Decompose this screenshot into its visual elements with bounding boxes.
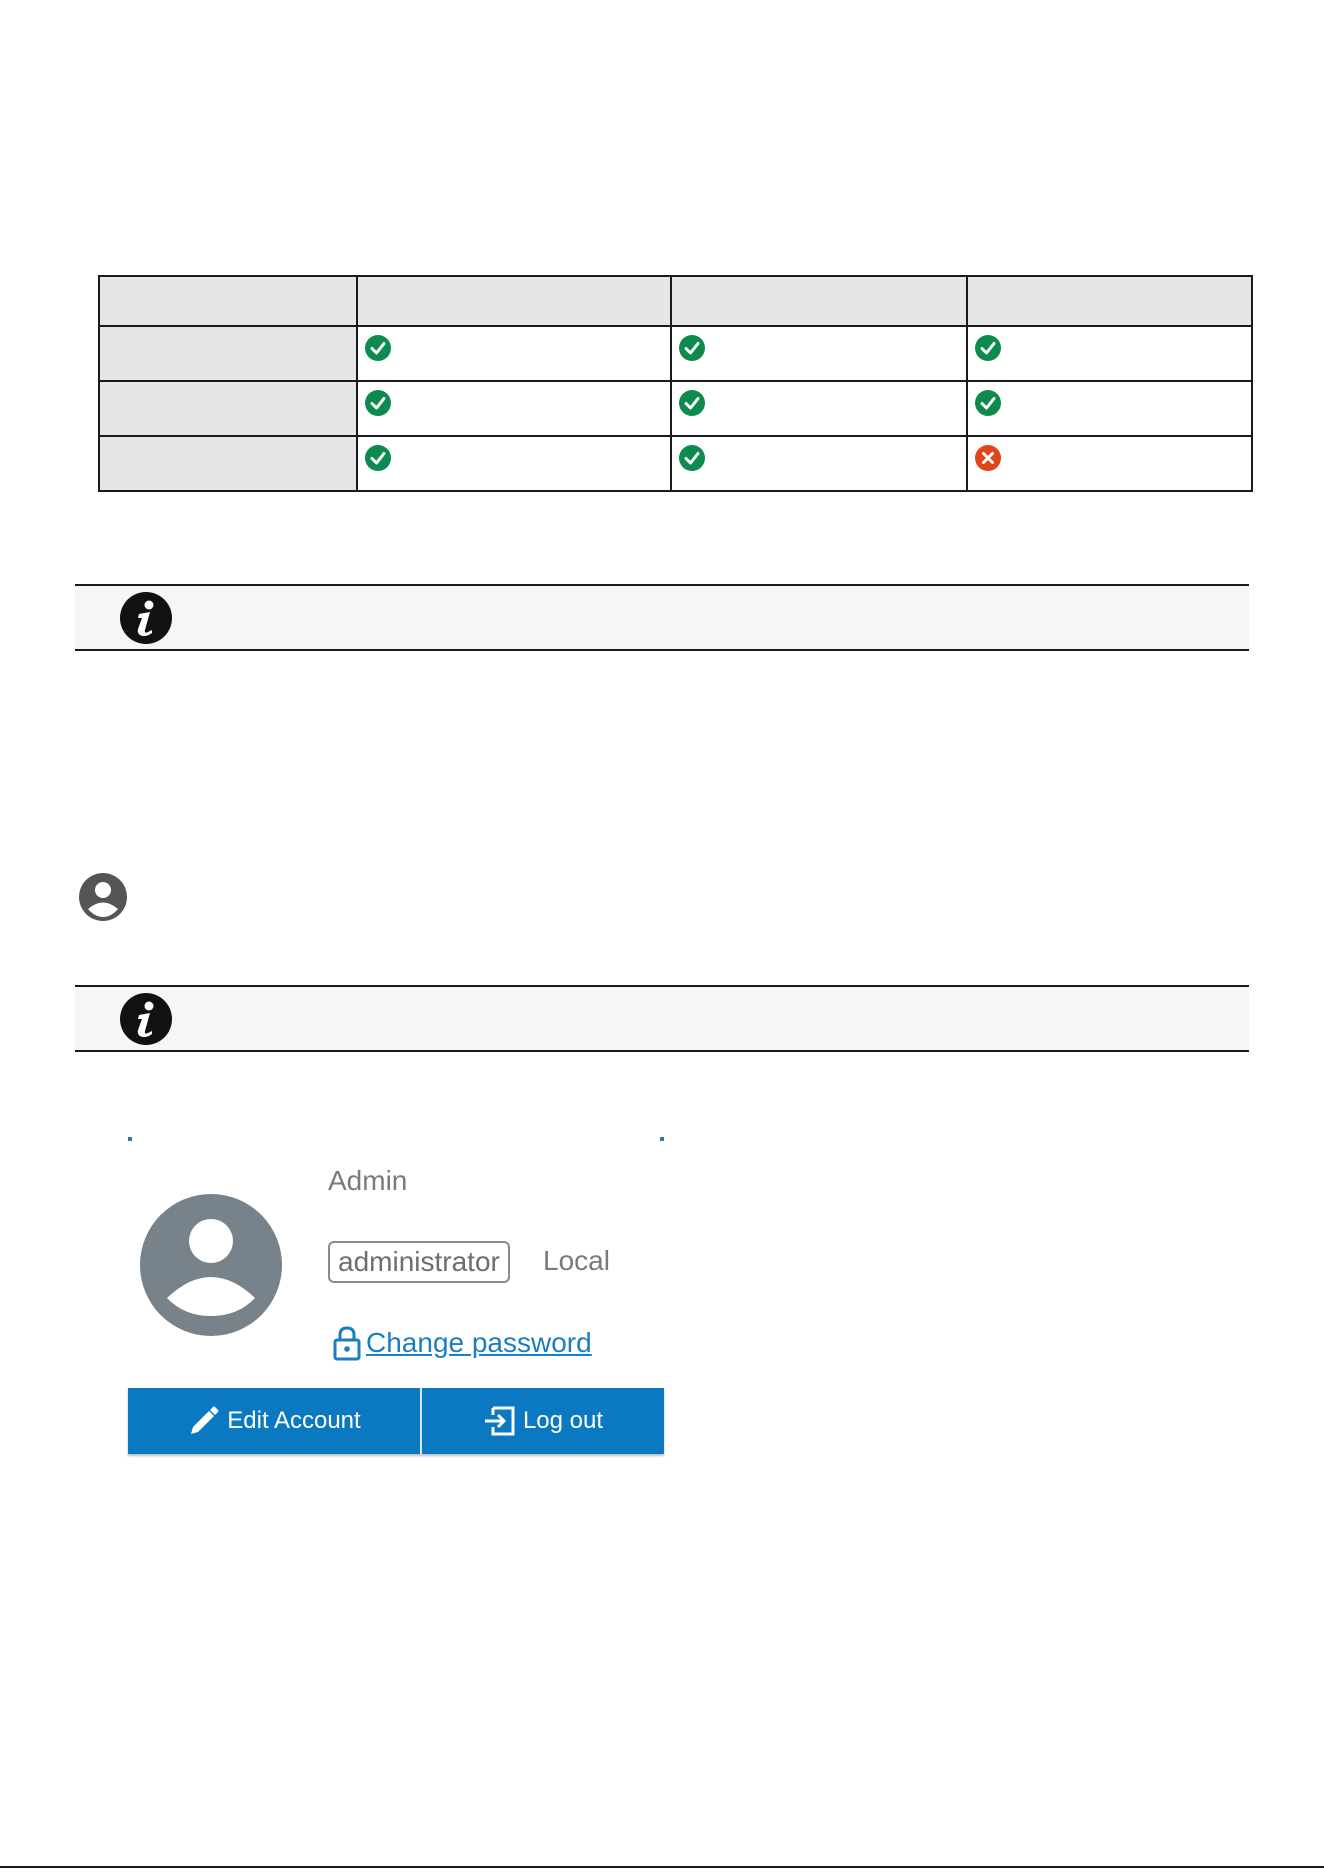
check-circle-icon — [364, 389, 392, 417]
account-actions — [128, 1388, 664, 1454]
check-circle-icon — [974, 389, 1002, 417]
logout-button[interactable] — [422, 1388, 664, 1454]
table-cell — [671, 436, 967, 491]
info-icon — [119, 992, 173, 1046]
check-circle-icon — [364, 444, 392, 472]
role-badge: administrator — [328, 1241, 510, 1283]
corner-mark — [660, 1137, 664, 1141]
change-password-link[interactable] — [332, 1325, 592, 1361]
user-name: Admin — [328, 1165, 408, 1196]
table-cell — [967, 436, 1252, 491]
check-circle-icon — [678, 444, 706, 472]
pencil-icon — [187, 1404, 221, 1438]
table-row — [99, 436, 1252, 491]
check-circle-icon — [678, 334, 706, 362]
table-row — [99, 381, 1252, 436]
permissions-table — [98, 275, 1253, 492]
corner-mark — [128, 1137, 132, 1141]
table-row-label — [99, 381, 357, 436]
logout-icon — [483, 1404, 517, 1438]
edit-account-label: Edit Account — [227, 1407, 361, 1434]
change-password-label: Change password — [366, 1327, 592, 1358]
table-cell — [357, 326, 671, 381]
account-location: Local — [543, 1245, 610, 1276]
table-header-row — [99, 276, 1252, 326]
user-circle-icon — [78, 872, 128, 922]
x-circle-icon — [974, 444, 1002, 472]
table-header-cell — [967, 276, 1252, 326]
table-cell — [357, 381, 671, 436]
note-bar — [75, 985, 1249, 1052]
note-bar — [75, 584, 1249, 651]
table-cell — [967, 381, 1252, 436]
check-circle-icon — [364, 334, 392, 362]
table-row-label — [99, 436, 357, 491]
table-header-cell — [357, 276, 671, 326]
check-circle-icon — [974, 334, 1002, 362]
table-row-label — [99, 326, 357, 381]
account-panel — [128, 1137, 664, 1457]
avatar-icon — [140, 1194, 282, 1336]
footer-line — [0, 1866, 1324, 1868]
table-cell — [671, 326, 967, 381]
table-row — [99, 326, 1252, 381]
logout-label: Log out — [522, 1407, 604, 1434]
table-cell — [967, 326, 1252, 381]
table-cell — [357, 436, 671, 491]
lock-icon — [332, 1325, 362, 1361]
edit-account-button[interactable] — [128, 1388, 422, 1454]
check-circle-icon — [678, 389, 706, 417]
table-cell — [671, 381, 967, 436]
table-header-cell — [99, 276, 357, 326]
info-icon — [119, 591, 173, 645]
table-header-cell — [671, 276, 967, 326]
